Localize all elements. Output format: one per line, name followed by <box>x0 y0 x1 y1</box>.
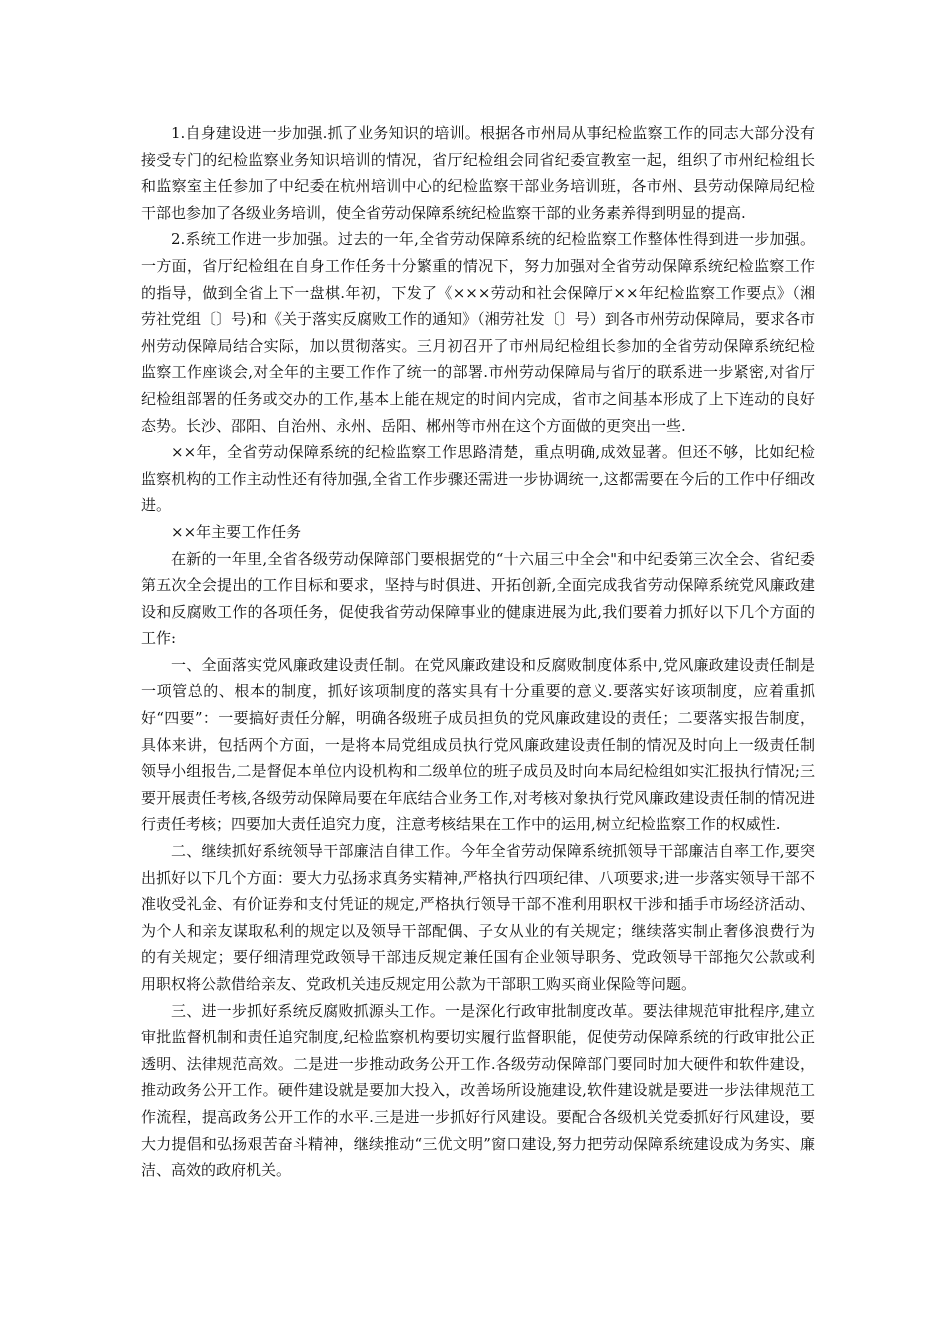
paragraph-self-construction: 1.自身建设进一步加强.抓了业务知识的培训。根据各市州局从事纪检监察工作的同志大部分没有接受专门的纪检监察业务知识培训的情况，省厅纪检组会同省纪委宣教室一起，组织了市州纪检组长和监察室主任参加了中纪委在杭州培训中心的纪检监察干部业务培训班，各市州、县劳动保障局纪检干部也参加了各级业务培训，使全省劳动保障系统纪检监察干部的业务素养得到明显的提高. <box>141 124 815 222</box>
paragraph-task-three: 三、进一步抓好系统反腐败抓源头工作。一是深化行政审批制度改革。要法律规范审批程序,建立审批监督机制和责任追究制度,纪检监察机构要切实履行监督职能，促使劳动保障系统的行政审批公正透明、法律规范高效。二是进一步推动政务公开工作.各级劳动保障部门要同时加大硬件和软件建设，推动政务公开工作。硬件建设就是要加大投入，改善场所设施建设,软件建设就是要进一步法律规范工作流程，提高政务公开工作的水平.三是进一步抓好行风建设。要配合各级机关党委抓好行风建设，要大力提倡和弘扬艰苦奋斗精神，继续推动“三优文明”窗口建设,努力把劳动保障系统建设成为务实、廉洁、高效的政府机关。 <box>141 1001 815 1180</box>
paragraph-system-work: 2.系统工作进一步加强。过去的一年,全省劳动保障系统的纪检监察工作整体性得到进一步加强。一方面，省厅纪检组在自身工作任务十分繁重的情况下，努力加强对全省劳动保障系统纪检监察工作的指导，做到全省上下一盘棋.年初，下发了《×××劳动和社会保障厅××年纪检监察工作要点》（湘劳社党组〔〕号)和《关于落实反腐败工作的通知》（湘劳社发〔〕号）到各市州劳动保障局，要求各市州劳动保障局结合实际，加以贯彻落实。三月初召开了市州局纪检组长参加的全省劳动保障系统纪检监察工作座谈会,对全年的主要工作作了统一的部署.市州劳动保障局与省厅的联系进一步紧密,对省厅纪检组部署的任务或交办的工作,基本上能在规定的时间内完成，省市之间基本形成了上下连动的良好态势。长沙、邵阳、自治州、永州、岳阳、郴州等市州在这个方面做的更突出一些. <box>141 230 815 435</box>
document-body <box>141 120 815 1184</box>
section-heading-main-tasks: ××年主要工作任务 <box>171 522 302 541</box>
paragraph-new-year-goals: 在新的一年里,全省各级劳动保障部门要根据党的“十六届三中全会"和中纪委第三次全会、省纪委第五次全会提出的工作目标和要求，坚持与时俱进、开拓创新,全面完成我省劳动保障系统党风廉政建设和反腐败工作的各项任务，促使我省劳动保障事业的健康进展为此,我们要着力抓好以下几个方面的工作: <box>141 549 815 648</box>
paragraph-task-one: 一、全面落实党风廉政建设责任制。在党风廉政建设和反腐败制度体系中,党风廉政建设责任制是一项管总的、根本的制度，抓好该项制度的落实具有十分重要的意义.要落实好该项制度，应着重抓好“四要”：一要搞好责任分解，明确各级班子成员担负的党风廉政建设的责任；二要落实报告制度，具体来讲，包括两个方面，一是将本局党组成员执行党风廉政建设责任制的情况及时向上一级责任制领导小组报告,二是督促本单位内设机构和二级单位的班子成员及时向本局纪检组如实汇报执行情况;三要开展责任考核,各级劳动保障局要在年底结合业务工作,对考核对象执行党风廉政建设责任制的情况进行责任考核；四要加大责任追究力度，注意考核结果在工作中的运用,树立纪检监察工作的权威性. <box>141 655 815 834</box>
paragraph-year-summary: ××年，全省劳动保障系统的纪检监察工作思路清楚，重点明确,成效显著。但还不够，比如纪检监察机构的工作主动性还有待加强,全省工作步骤还需进一步协调统一,这都需要在今后的工作中仔细改进。 <box>141 443 815 515</box>
paragraph-task-two: 二、继续抓好系统领导干部廉洁自律工作。今年全省劳动保障系统抓领导干部廉洁自率工作,要突出抓好以下几个方面：要大力弘扬求真务实精神,严格执行四项纪律、八项要求;进一步落实领导干部不准收受礼金、有价证券和支付凭证的规定,严格执行领导干部不准利用职权干涉和插手市场经济活动、为个人和亲友谋取私利的规定以及领导干部配偶、子女从业的有关规定；继续落实制止奢侈浪费行为的有关规定；要仔细清理党政领导干部违反规定兼任国有企业领导职务、党政领导干部拖欠公款或利用职权将公款借给亲友、党政机关违反规定用公款为干部职工购买商业保险等问题。 <box>141 842 815 993</box>
